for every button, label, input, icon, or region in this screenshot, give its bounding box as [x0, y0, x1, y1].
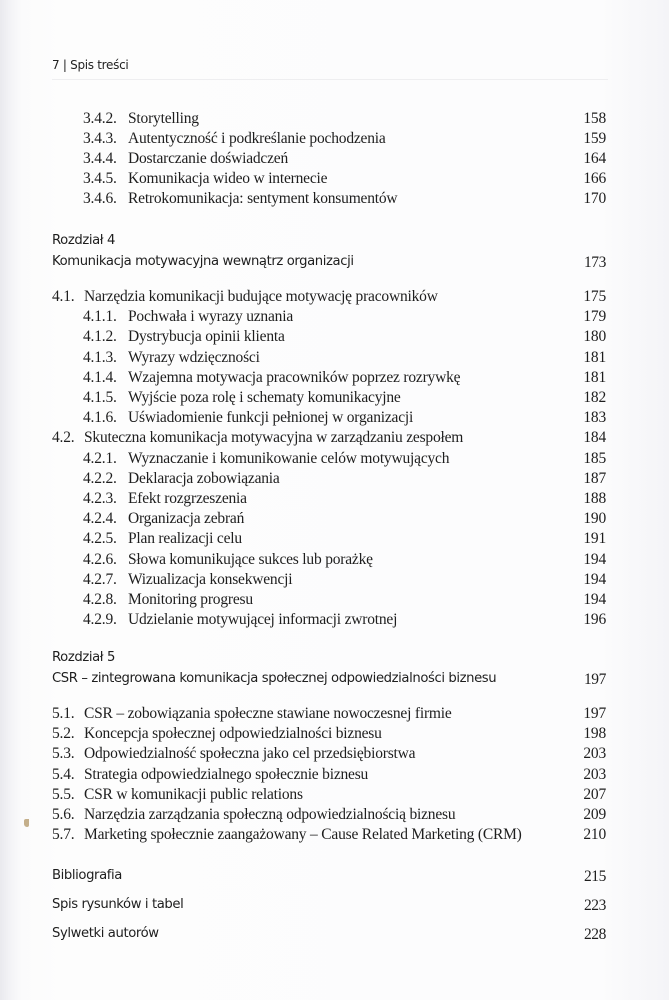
back-matter-title: Spis rysunków i tabel	[52, 897, 184, 912]
toc-entry-number: 3.4.6.	[83, 190, 117, 207]
toc-entry-number: 4.2.1.	[83, 449, 117, 467]
toc-entry-number: 4.2.	[52, 429, 75, 447]
toc-entry-title: Organizacja zebrań	[128, 510, 245, 528]
toc-entry-number: 3.4.4.	[83, 150, 117, 167]
toc-entry-page: 196	[583, 611, 606, 629]
toc-entry-page: 194	[583, 570, 606, 588]
toc-entry-title: Narzędzia komunikacji budujące motywację pracowników	[84, 288, 438, 305]
toc-entry-page: 190	[583, 510, 606, 528]
toc-entry	[0, 490, 669, 510]
toc-entry-number: 3.4.2.	[83, 110, 117, 127]
toc-entry-page: 184	[583, 429, 606, 447]
toc-entry-number: 4.2.7.	[83, 570, 117, 588]
toc-entry	[0, 328, 669, 348]
toc-entry-page: 194	[583, 591, 606, 608]
toc-entry	[0, 806, 669, 826]
toc-entry-page: 197	[583, 705, 606, 722]
toc-entry-title: Strategia odpowiedzialnego społecznie biznesu	[84, 765, 369, 783]
toc-entry-title: Udzielanie motywującej informacji zwrotnej	[128, 611, 398, 629]
toc-entry-title: Retrokomunikacja: sentyment konsumentów	[128, 190, 398, 207]
toc-entry	[0, 591, 669, 611]
toc-entry	[0, 705, 669, 725]
back-matter-title: Sylwetki autorów	[52, 926, 159, 941]
toc-entry-title: Plan realizacji celu	[128, 530, 242, 548]
toc-entry	[0, 288, 669, 308]
toc-entry-number: 5.5.	[52, 785, 75, 803]
toc-entry-page: 191	[583, 530, 606, 548]
toc-entry	[0, 190, 669, 210]
toc-entry-title: Narzędzia zarządzania społeczną odpowiedzialnością biznesu	[84, 806, 456, 823]
toc-entry	[0, 745, 669, 765]
toc-entry	[0, 409, 669, 429]
toc-entry-title: Słowa komunikujące sukces lub porażkę	[128, 550, 373, 568]
toc-entry-title: Monitoring progresu	[128, 591, 253, 608]
toc-entry-title: Deklaracja zobowiązania	[128, 469, 280, 487]
toc-entry-number: 5.4.	[52, 765, 75, 783]
toc-entry-title: Wzajemna motywacja pracowników poprzez rozrywkę	[128, 368, 461, 386]
chapter-heading	[0, 254, 669, 274]
toc-entry-title: Odpowiedzialność społeczna jako cel przedsiębiorstwa	[84, 745, 416, 763]
toc-entry-title: Efekt rozgrzeszenia	[128, 490, 247, 507]
toc-entry-number: 4.1.6.	[83, 409, 117, 427]
toc-entry-number: 4.2.9.	[83, 611, 117, 629]
chapter-5-title: CSR – zintegrowana komunikacja społecznej odpowiedzialności biznesu	[52, 671, 497, 686]
toc-entry-page: 158	[583, 110, 606, 127]
toc-entry	[0, 389, 669, 409]
toc-entry-number: 4.2.2.	[83, 469, 117, 487]
chapter-label	[0, 233, 669, 253]
toc-entry-page: 183	[583, 409, 606, 427]
toc-entry-number: 5.7.	[52, 826, 75, 844]
running-header	[52, 58, 128, 72]
toc-entry-page: 187	[583, 469, 606, 487]
toc-entry	[0, 150, 669, 170]
back-matter-page: 228	[583, 926, 606, 943]
toc-entry	[0, 725, 669, 745]
toc-entry-title: CSR w komunikacji public relations	[84, 785, 303, 803]
toc-entry-page: 179	[583, 308, 606, 326]
toc-entry-page: 210	[583, 826, 606, 844]
toc-entry-title: Wyznaczanie i komunikowanie celów motywujących	[128, 449, 450, 467]
toc-entry	[0, 429, 669, 449]
toc-entry-number: 4.2.5.	[83, 530, 117, 548]
toc-entry-page: 209	[583, 806, 606, 823]
toc-entry-title: Skuteczna komunikacja motywacyjna w zarządzaniu zespołem	[84, 429, 464, 447]
toc-entry-number: 4.1.1.	[83, 308, 117, 326]
toc-entry-page: 175	[583, 288, 606, 305]
back-matter-page: 223	[583, 897, 606, 914]
toc-entry-number: 5.1.	[52, 705, 75, 722]
back-matter-entry	[0, 897, 669, 917]
toc-entry	[0, 470, 669, 490]
back-matter-page: 215	[583, 868, 606, 885]
toc-entry	[0, 551, 669, 571]
toc-entry	[0, 170, 669, 190]
page-blemish	[24, 819, 29, 827]
toc-entry-page: 203	[583, 765, 606, 783]
toc-entry	[0, 530, 669, 550]
toc-entry	[0, 510, 669, 530]
toc-entry-title: Marketing społecznie zaangażowany – Cause Related Marketing (CRM)	[84, 826, 522, 844]
toc-entry	[0, 349, 669, 369]
back-matter-entry	[0, 868, 669, 888]
toc-entry-page: 180	[583, 328, 606, 346]
toc-entry-page: 198	[583, 725, 606, 743]
header-separator: |	[62, 58, 67, 72]
toc-entry-page: 164	[583, 150, 606, 167]
toc-entry-page: 207	[583, 785, 606, 803]
toc-entry-number: 3.4.5.	[83, 170, 117, 187]
chapter-4-page: 173	[583, 254, 606, 271]
toc-entry-title: Autentyczność i podkreślanie pochodzenia	[128, 130, 386, 147]
toc-entry-title: Dostarczanie doświadczeń	[128, 150, 289, 167]
toc-entry-number: 4.1.3.	[83, 348, 117, 366]
toc-entry	[0, 308, 669, 328]
header-page-number: 7	[52, 58, 60, 72]
chapter-5-page: 197	[583, 671, 606, 688]
toc-entry	[0, 611, 669, 631]
toc-entry-page: 181	[583, 368, 606, 386]
toc-entry-number: 4.2.4.	[83, 510, 117, 528]
toc-entry-number: 4.2.3.	[83, 490, 117, 507]
toc-entry-title: Komunikacja wideo w internecie	[128, 170, 328, 187]
toc-entry-number: 3.4.3.	[83, 130, 117, 147]
toc-entry	[0, 766, 669, 786]
back-matter-entry	[0, 926, 669, 946]
toc-entry-title: Wizualizacja konsekwencji	[128, 570, 293, 588]
toc-entry-page: 181	[583, 348, 606, 366]
toc-entry-number: 4.1.2.	[83, 328, 117, 346]
toc-entry-page: 159	[583, 130, 606, 147]
toc-entry-title: Storytelling	[128, 110, 199, 127]
toc-entry-number: 5.6.	[52, 806, 75, 823]
toc-entry-title: Wyjście poza rolę i schematy komunikacyjne	[128, 389, 401, 406]
back-matter-title: Bibliografia	[52, 868, 122, 883]
toc-entry	[0, 130, 669, 150]
toc-entry	[0, 571, 669, 591]
toc-entry-number: 5.2.	[52, 725, 75, 743]
toc-entry-number: 5.3.	[52, 745, 75, 763]
chapter-label	[0, 650, 669, 670]
toc-entry	[0, 110, 669, 130]
toc-entry-page: 194	[583, 550, 606, 568]
toc-entry-page: 170	[583, 190, 606, 207]
chapter-5-label: Rozdział 5	[52, 650, 115, 665]
toc-entry-page: 185	[583, 449, 606, 467]
toc-entry-title: Pochwała i wyrazy uznania	[128, 308, 294, 326]
toc-entry-page: 182	[583, 389, 606, 406]
toc-entry-title: Koncepcja społecznej odpowiedzialności biznesu	[84, 725, 382, 743]
chapter-4-label: Rozdział 4	[52, 233, 115, 248]
toc-entry-page: 203	[583, 745, 606, 763]
toc-entry-number: 4.2.6.	[83, 550, 117, 568]
toc-entry	[0, 826, 669, 846]
toc-entry-page: 166	[583, 170, 606, 187]
toc-entry	[0, 450, 669, 470]
chapter-4-title: Komunikacja motywacyjna wewnątrz organizacji	[52, 254, 354, 269]
toc-entry-number: 4.2.8.	[83, 591, 117, 608]
toc-entry-number: 4.1.4.	[83, 368, 117, 386]
toc-entry-page: 188	[583, 490, 606, 507]
toc-entry-number: 4.1.	[52, 288, 75, 305]
chapter-heading	[0, 671, 669, 691]
toc-entry	[0, 786, 669, 806]
header-divider	[52, 79, 608, 80]
toc-entry-title: CSR – zobowiązania społeczne stawiane nowoczesnej firmie	[84, 705, 452, 722]
toc-entry-title: Dystrybucja opinii klienta	[128, 328, 285, 346]
toc-entry-title: Wyrazy wdzięczności	[128, 348, 260, 366]
toc-entry-title: Uświadomienie funkcji pełnionej w organizacji	[128, 409, 414, 427]
toc-entry-number: 4.1.5.	[83, 389, 117, 406]
header-section-title: Spis treści	[70, 58, 129, 72]
toc-entry	[0, 369, 669, 389]
